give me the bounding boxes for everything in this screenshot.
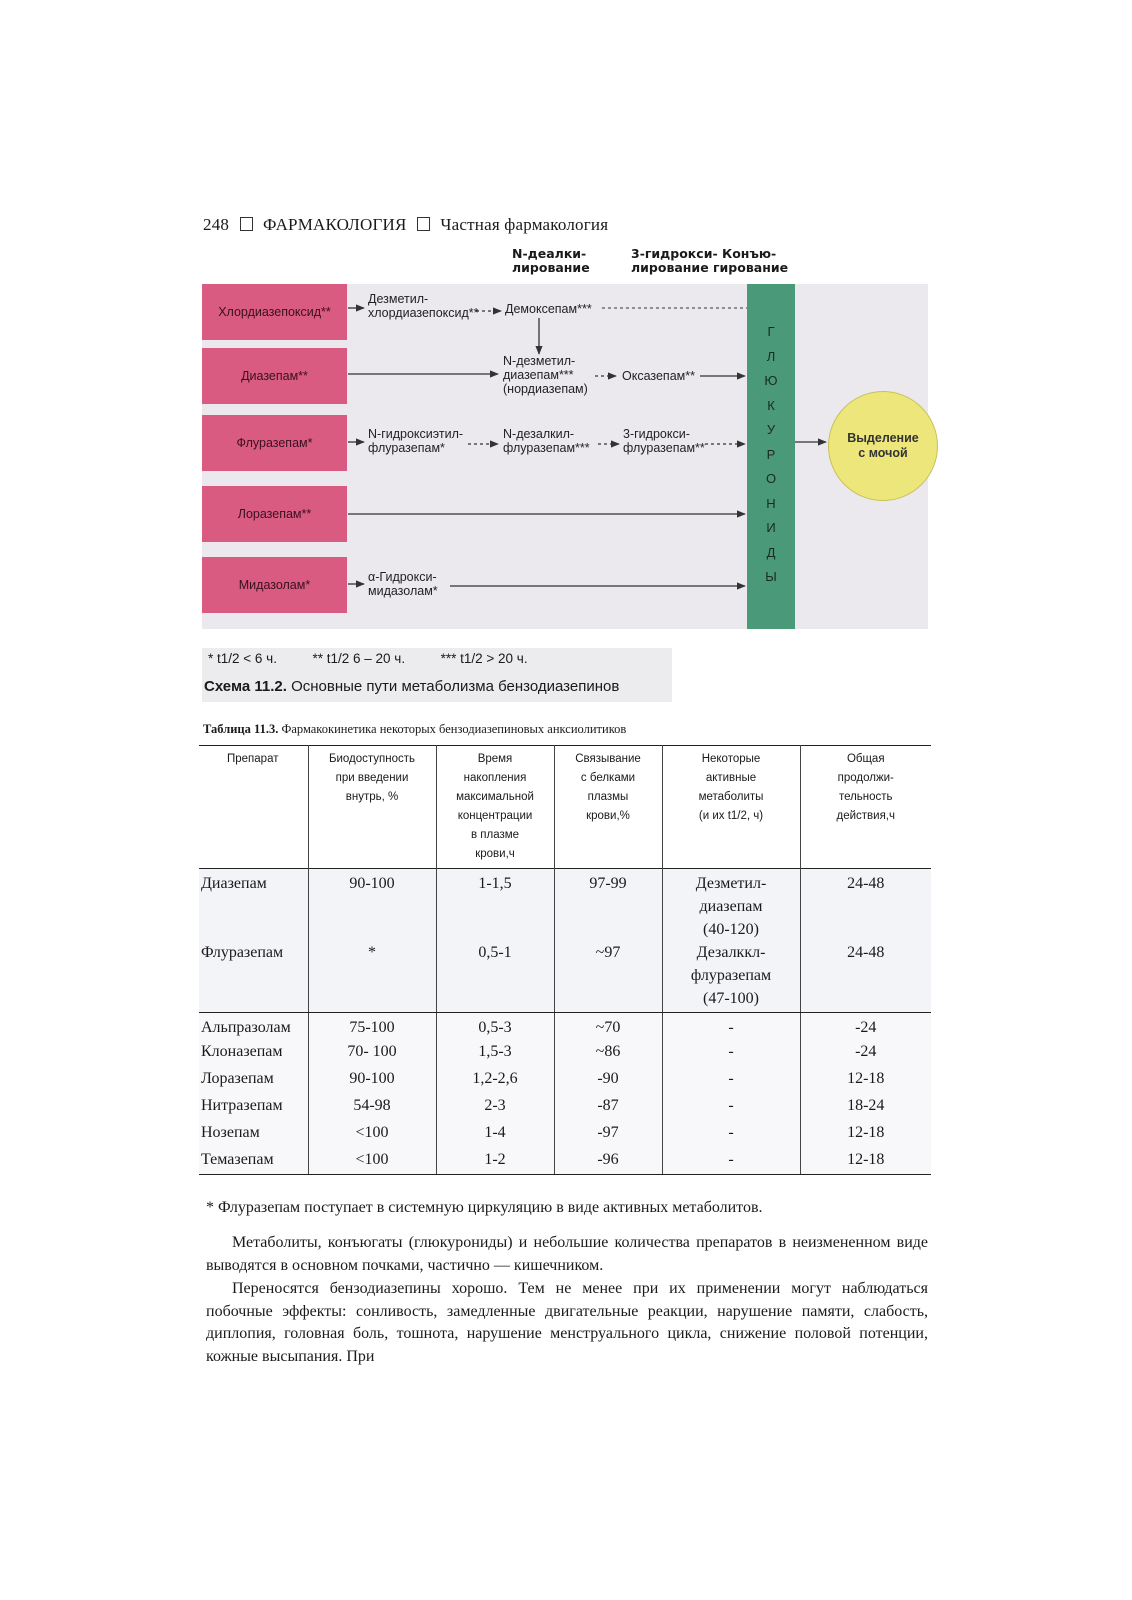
- table-cell-line: <100: [355, 1123, 389, 1141]
- drug-box-flurazepam: Флуразепам*: [202, 415, 347, 471]
- column-header: [199, 746, 308, 869]
- table-cell: [800, 1013, 931, 1040]
- metabolite-line: хлордиазепоксид**: [368, 306, 479, 320]
- table-cell-line: 1-1,5: [478, 875, 512, 892]
- column-header-line: продолжи-: [837, 772, 894, 784]
- table-cell: [800, 869, 931, 942]
- table-cell-line: 75-100: [349, 1019, 395, 1036]
- table-cell: [199, 1067, 308, 1094]
- table-cell-line: ~86: [595, 1042, 621, 1060]
- table-cell-line: 0,5-3: [478, 1019, 512, 1036]
- running-header: [203, 215, 608, 235]
- table-cell: [800, 941, 931, 1013]
- column-header-line: с белками: [580, 772, 636, 784]
- table-cell-line: Нитразепам: [201, 1096, 283, 1114]
- metabolite-line: Оксазепам**: [622, 369, 695, 383]
- glucuronides-bar: [747, 284, 795, 629]
- book-title: ФАРМАКОЛОГИЯ: [263, 215, 407, 234]
- table-cell: [199, 1148, 308, 1175]
- glucuronides-letter: Ю: [764, 373, 778, 388]
- table-cell-line: 24-48: [847, 944, 885, 961]
- table-cell-line: -: [728, 1042, 734, 1060]
- table-cell-line: 0,5-1: [478, 944, 512, 961]
- page-number: 248: [203, 215, 230, 234]
- metabolite-line: α-Гидрокси-: [368, 570, 437, 584]
- table-cell-line: 90-100: [349, 875, 395, 892]
- urine-excretion-circle: [828, 391, 938, 501]
- table-cell-line: 18-24: [847, 1096, 885, 1114]
- column-header-line: концентрации: [457, 810, 533, 822]
- metabolite-line: (нордиазепам): [503, 382, 588, 396]
- table-cell: [800, 1094, 931, 1121]
- table-cell-line: -: [728, 1123, 734, 1141]
- table-cell: [800, 1067, 931, 1094]
- table-cell: [199, 941, 308, 1013]
- column-header-line: Время: [477, 753, 513, 765]
- table-cell-line: 12-18: [847, 1150, 885, 1168]
- table-cell: [436, 1148, 554, 1175]
- column-header: [436, 746, 554, 869]
- column-header-line: тельность: [838, 791, 893, 803]
- glucuronides-letter: Г: [767, 324, 775, 339]
- table-cell: [436, 1067, 554, 1094]
- glucuronides-letter: Ы: [765, 569, 777, 584]
- separator-box-icon: [240, 217, 253, 231]
- metabolite-hydroxyflurazepam: [623, 427, 705, 455]
- table-cell: [308, 941, 436, 1013]
- column-header-line: Общая: [846, 753, 885, 765]
- glucuronides-letter: Л: [766, 348, 776, 364]
- table-cell-line: -: [728, 1150, 734, 1168]
- table-cell-line: 1-4: [484, 1123, 506, 1141]
- metabolite-line: флуразепам***: [503, 441, 590, 455]
- section-title: Частная фармакология: [440, 215, 609, 234]
- metabolite-oxazepam: [622, 369, 695, 383]
- table-row: [199, 1121, 931, 1148]
- drug-box-midazolam: Мидазолам*: [202, 557, 347, 613]
- table-cell: [662, 1013, 800, 1040]
- table-cell-line: -96: [597, 1150, 619, 1168]
- table-cell: [662, 1067, 800, 1094]
- table-cell: [662, 869, 800, 942]
- table-cell-line: -24: [855, 1042, 877, 1060]
- table-cell-line: 97-99: [589, 875, 627, 892]
- table-title: [203, 722, 626, 737]
- metabolite-line: 3-гидрокси-: [623, 427, 690, 441]
- glucuronides-letter: Н: [766, 495, 776, 511]
- half-life-legend: [208, 651, 528, 666]
- table-cell-line: 12-18: [847, 1069, 885, 1087]
- table-cell-line: Диазепам: [201, 875, 267, 892]
- table-cell-line: 54-98: [353, 1096, 391, 1114]
- table-cell: [554, 941, 662, 1013]
- stage-line: лирование гирование: [631, 260, 789, 275]
- scheme-caption-label: Схема 11.2.: [204, 678, 287, 695]
- table-row: [199, 1013, 931, 1040]
- table-cell: [662, 941, 800, 1013]
- metabolite-line: Дезметил-: [368, 292, 429, 306]
- table-cell: [436, 1040, 554, 1067]
- table-cell: [662, 1040, 800, 1067]
- table-cell: [199, 1040, 308, 1067]
- column-header-line: при введении: [335, 772, 409, 784]
- table-cell: [554, 1067, 662, 1094]
- metabolite-desalkylflurazepam: [503, 427, 590, 455]
- table-cell: [554, 1094, 662, 1121]
- table-cell: [199, 1094, 308, 1121]
- table-cell-line: Альпразолам: [201, 1019, 291, 1036]
- table-cell: [662, 1094, 800, 1121]
- column-header: [554, 746, 662, 869]
- table-cell-line: -: [728, 1069, 734, 1087]
- table-cell-line: диазепам: [699, 898, 763, 915]
- column-header-line: Связывание: [575, 753, 641, 765]
- table-cell-line: ~97: [595, 944, 621, 961]
- table-cell-line: Дезметил-: [695, 875, 767, 892]
- table-cell: [554, 1121, 662, 1148]
- glucuronides-letter: И: [766, 520, 776, 535]
- table-cell-line: -: [728, 1096, 734, 1114]
- metabolite-hydroxyethylflurazepam: [368, 427, 463, 455]
- table-cell: [554, 1040, 662, 1067]
- scheme-caption: [204, 678, 619, 695]
- body-paragraph-1: Метаболиты, конъюгаты (глюкурониды) и небольшие количества препаратов в неизмененном виде выводятся в основном почками, частично — кишечником.: [206, 1234, 928, 1274]
- table-cell-line: 1-2: [484, 1150, 506, 1168]
- separator-box-icon: [417, 217, 430, 231]
- metabolite-line: диазепам***: [503, 368, 574, 382]
- table-row: [199, 1148, 931, 1175]
- metabolite-line: мидазолам*: [368, 584, 438, 598]
- table-cell: [308, 1121, 436, 1148]
- table-cell: [308, 1013, 436, 1040]
- scheme-legend: [202, 648, 672, 702]
- table-cell-line: 1,2-2,6: [472, 1069, 518, 1087]
- table-cell: [436, 941, 554, 1013]
- table-row: [199, 1040, 931, 1067]
- table-cell: [308, 1094, 436, 1121]
- column-header-line: активные: [705, 772, 757, 784]
- table-cell-line: флуразепам: [690, 967, 772, 984]
- table-cell: [436, 1121, 554, 1148]
- table-cell-line: *: [368, 944, 376, 961]
- table-cell: [199, 1013, 308, 1040]
- table-cell-line: ~70: [595, 1019, 621, 1036]
- metabolite-line: N-дезметил-: [503, 354, 576, 368]
- table-cell-line: 1,5-3: [478, 1042, 512, 1060]
- glucuronides-letter: Р: [766, 446, 776, 462]
- column-header-line: в плазме: [470, 829, 520, 841]
- metabolite-line: Демоксепам***: [505, 302, 592, 316]
- table-row: [199, 1067, 931, 1094]
- table-cell-line: Лоразепам: [201, 1069, 274, 1087]
- metabolite-line: N-гидроксиэтил-: [368, 427, 464, 441]
- column-header: [662, 746, 800, 869]
- stage-dealkylation-label: [512, 247, 590, 275]
- glucuronides-letter: К: [767, 397, 775, 413]
- table-cell: [199, 869, 308, 942]
- table-cell: [554, 1148, 662, 1175]
- table-cell: [436, 1013, 554, 1040]
- table-cell: [436, 1094, 554, 1121]
- column-header-line: крови,%: [586, 810, 630, 822]
- column-header-line: Некоторые: [701, 753, 761, 765]
- table-cell: [308, 1040, 436, 1067]
- table-header: [199, 746, 931, 869]
- table-cell: [308, 1148, 436, 1175]
- table-cell-line: (47-100): [703, 990, 759, 1007]
- table-row: [199, 1094, 931, 1121]
- table-cell: [436, 869, 554, 942]
- table-cell-line: 24-48: [847, 875, 885, 892]
- column-header-line: (и их t1/2, ч): [698, 810, 764, 822]
- column-header-line: внутрь, %: [345, 791, 399, 803]
- glucuronides-letter: Д: [766, 544, 776, 560]
- scheme-caption-text: Основные пути метаболизма бензодиазепинов: [291, 678, 620, 695]
- metabolite-alpha-hydroxymidazolam: [368, 570, 438, 598]
- stage-line: N-деалки-: [512, 246, 587, 261]
- column-header-line: Биодоступность: [328, 753, 416, 765]
- table-cell: [199, 1121, 308, 1148]
- glucuronides-letter: О: [765, 471, 777, 486]
- table-cell: [554, 1013, 662, 1040]
- column-header: [308, 746, 436, 869]
- column-header-line: метаболиты: [698, 791, 764, 803]
- table-cell-line: -: [728, 1019, 734, 1036]
- half-life-medium: ** t1/2 6 – 20 ч.: [312, 651, 406, 666]
- drug-box-diazepam: Диазепам**: [202, 348, 347, 404]
- glucuronides-letter: У: [766, 422, 776, 437]
- metabolite-line: флуразепам**: [623, 441, 705, 455]
- drug-box-chlordiazepoxide: Хлордиазепоксид**: [202, 284, 347, 340]
- body-paragraph-2: Переносятся бензодиазепины хорошо. Тем не менее при их применении могут наблюдаться побочные эффекты: сонливость, замедленные двигательные реакции, нарушение памяти, слабость, диплопия, головная боль, тошнота, нарушение менструального цикла, снижение половой потенции, кожные высыпания. При: [206, 1280, 928, 1365]
- glucuronides-label: [747, 320, 795, 590]
- table-cell-line: 70- 100: [347, 1042, 397, 1060]
- table-cell-line: 90-100: [349, 1069, 395, 1087]
- table-row: [199, 941, 931, 1013]
- table-cell-line: <100: [355, 1150, 389, 1168]
- table-row: [199, 869, 931, 942]
- stage-line: 3-гидрокси- Конъю-: [631, 246, 777, 261]
- column-header-line: крови,ч: [475, 848, 515, 860]
- pharmacokinetics-table: [199, 745, 931, 1175]
- table-cell-line: -97: [597, 1123, 619, 1141]
- table-cell-line: Клоназепам: [201, 1042, 283, 1060]
- metabolite-nordiazepam: [503, 354, 588, 396]
- metabolite-line: флуразепам*: [368, 441, 445, 455]
- table-cell: [800, 1040, 931, 1067]
- table-title-text: Фармакокинетика некоторых бензодиазепиновых анксиолитиков: [281, 722, 627, 736]
- drug-box-lorazepam: Лоразепам**: [202, 486, 347, 542]
- table-cell: [662, 1148, 800, 1175]
- metabolite-demoxepam: [505, 302, 592, 316]
- metabolite-line: N-дезалкил-: [503, 427, 575, 441]
- table-cell-line: 2-3: [484, 1096, 506, 1114]
- table-cell-line: -24: [855, 1019, 877, 1036]
- table-title-label: Таблица 11.3.: [203, 722, 279, 736]
- metabolite-desmethylchlordiazepoxide: [368, 292, 479, 320]
- table-footnote: * Флуразепам поступает в системную циркуляцию в виде активных метаболитов.: [206, 1199, 763, 1216]
- metabolism-diagram: [202, 284, 928, 629]
- table-cell-line: Темазепам: [201, 1150, 274, 1168]
- column-header-line: действия,ч: [836, 810, 895, 822]
- stage-line: лирование: [512, 260, 590, 275]
- table-cell: [800, 1148, 931, 1175]
- table-cell-line: Нозепам: [201, 1123, 260, 1141]
- table-header-row: [199, 746, 931, 869]
- table-cell-line: 12-18: [847, 1123, 885, 1141]
- table-cell: [308, 869, 436, 942]
- table-group-1: [199, 869, 931, 1013]
- column-header: [800, 746, 931, 869]
- half-life-long: *** t1/2 > 20 ч.: [440, 651, 528, 666]
- column-header-line: накопления: [463, 772, 527, 784]
- table-cell: [800, 1121, 931, 1148]
- table-cell-line: -87: [597, 1096, 619, 1114]
- column-header-line: максимальной: [456, 791, 534, 803]
- table-cell: [554, 869, 662, 942]
- column-header-line: плазмы: [587, 791, 629, 803]
- table-cell-line: Дезалккл-: [696, 944, 766, 961]
- table-cell-line: -90: [597, 1069, 619, 1087]
- column-header-line: Препарат: [227, 753, 279, 765]
- table-group-2: [199, 1013, 931, 1175]
- excretion-line: с мочой: [858, 446, 908, 460]
- table-cell-line: (40-120): [703, 921, 759, 938]
- table-cell: [662, 1121, 800, 1148]
- table-cell: [308, 1067, 436, 1094]
- excretion-line: Выделение: [847, 431, 919, 445]
- table-cell-line: Флуразепам: [201, 944, 284, 961]
- stage-hydroxylation-label: [631, 247, 788, 275]
- half-life-short: * t1/2 < 6 ч.: [208, 651, 277, 666]
